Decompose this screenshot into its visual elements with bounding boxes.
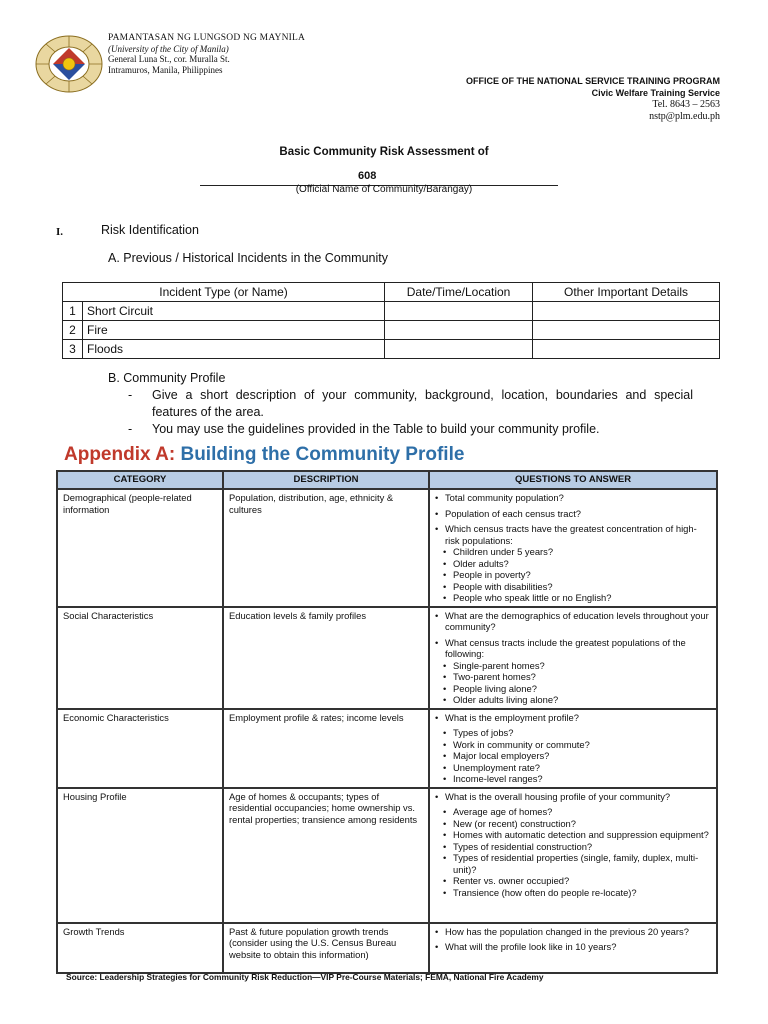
- community-name-value: 608: [358, 170, 377, 182]
- description-header: DESCRIPTION: [223, 471, 429, 489]
- incident-date-cell: [385, 302, 533, 321]
- incident-type-cell: Floods: [83, 340, 385, 359]
- sub-question-item: • Types of residential properties (single, family, duplex, multi-unit)?: [443, 852, 711, 875]
- sub-question-item: • Types of residential construction?: [443, 841, 711, 853]
- questions-cell: [429, 607, 717, 709]
- section-1-label: Risk Identification: [101, 223, 199, 237]
- appendix-prefix: Appendix A:: [64, 444, 176, 465]
- questions-cell: [429, 788, 717, 923]
- dash-bullet: -: [128, 388, 133, 402]
- sub-question-item: • Children under 5 years?: [443, 546, 711, 558]
- row-number: 3: [63, 340, 83, 359]
- address-line-2: Intramuros, Manila, Philippines: [108, 64, 223, 75]
- sub-question-item: • People in poverty?: [443, 569, 711, 581]
- question-item: • What is the overall housing profile of your community?: [435, 791, 711, 803]
- university-english-name: (University of the City of Manila): [108, 43, 229, 54]
- sub-question-item: • Older adults living alone?: [443, 694, 711, 706]
- sub-question-item: • Transience (how often do people re-locate)?: [443, 887, 711, 899]
- question-item: • What are the demographics of education levels throughout your community?: [435, 610, 711, 633]
- appendix-heading: [64, 444, 464, 466]
- university-seal-logo: [34, 34, 104, 94]
- incident-type-cell: Short Circuit: [83, 302, 385, 321]
- incident-date-cell: [385, 321, 533, 340]
- description-cell: Past & future population growth trends (consider using the U.S. Census Bureau website to obtain this information): [223, 923, 429, 973]
- profile-header-row: [57, 471, 717, 489]
- university-name: PAMANTASAN NG LUNGSOD NG MAYNILA: [108, 33, 306, 43]
- incident-type-header: Incident Type (or Name): [63, 283, 385, 302]
- office-subtitle: Civic Welfare Training Service: [591, 88, 720, 98]
- category-cell: Social Characteristics: [57, 607, 223, 709]
- section-a-label: A. Previous / Historical Incidents in the Community: [108, 251, 388, 265]
- category-cell: Economic Characteristics: [57, 709, 223, 788]
- row-number: 2: [63, 321, 83, 340]
- questions-cell: [429, 709, 717, 788]
- incident-type-cell: Fire: [83, 321, 385, 340]
- description-cell: Education levels & family profiles: [223, 607, 429, 709]
- sub-question-item: • Single-parent homes?: [443, 660, 711, 672]
- office-phone: Tel. 8643 – 2563: [652, 99, 720, 110]
- incidents-table: [62, 282, 720, 359]
- category-cell: Housing Profile: [57, 788, 223, 923]
- dash-bullet: -: [128, 422, 133, 436]
- university-header: [108, 33, 305, 75]
- sub-question-item: • Average age of homes?: [443, 806, 711, 818]
- incident-date-cell: [385, 340, 533, 359]
- row-number: 1: [63, 302, 83, 321]
- questions-header: QUESTIONS TO ANSWER: [429, 471, 717, 489]
- source-citation: Source: Leadership Strategies for Community Risk Reduction—VIP Pre-Course Materials; FEMA, National Fire Academy: [66, 972, 544, 982]
- sub-question-item: • Major local employers?: [443, 750, 711, 762]
- table-row: [57, 923, 717, 973]
- incident-details-cell: [533, 321, 720, 340]
- incident-details-cell: [533, 302, 720, 321]
- table-row: [57, 489, 717, 607]
- category-cell: Demographical (people-related information: [57, 489, 223, 607]
- question-item: • Population of each census tract?: [435, 508, 711, 520]
- sub-question-item: • People with disabilities?: [443, 581, 711, 593]
- question-item: • How has the population changed in the previous 20 years?: [435, 926, 711, 938]
- sub-question-item: • New (or recent) construction?: [443, 818, 711, 830]
- office-header: [466, 75, 720, 123]
- sub-question-item: • Unemployment rate?: [443, 762, 711, 774]
- incident-details-cell: [533, 340, 720, 359]
- table-row: [63, 321, 720, 340]
- community-name-caption: (Official Name of Community/Barangay): [295, 184, 473, 195]
- office-title: OFFICE OF THE NATIONAL SERVICE TRAINING PROGRAM: [465, 76, 720, 86]
- table-row: [57, 607, 717, 709]
- sub-question-item: • Types of jobs?: [443, 727, 711, 739]
- incidents-header-row: [63, 283, 720, 302]
- section-b-bullets: [128, 387, 693, 438]
- sub-question-item: • People living alone?: [443, 683, 711, 695]
- table-row: [63, 340, 720, 359]
- table-row: [57, 709, 717, 788]
- section-b-label: B. Community Profile: [108, 371, 226, 385]
- questions-cell: [429, 489, 717, 607]
- question-item: • Total community population?: [435, 492, 711, 504]
- appendix-title: Building the Community Profile: [180, 444, 465, 465]
- address-line-1: General Luna St., cor. Muralla St.: [108, 54, 230, 64]
- questions-cell: [429, 923, 717, 973]
- table-row: [57, 788, 717, 923]
- community-profile-table: [56, 470, 718, 974]
- section-1-number: I.: [56, 226, 64, 238]
- sub-question-item: • Income-level ranges?: [443, 773, 711, 785]
- sub-question-item: • Two-parent homes?: [443, 671, 711, 683]
- list-item: [128, 387, 693, 421]
- document-title: Basic Community Risk Assessment of: [279, 146, 489, 158]
- description-cell: Age of homes & occupants; types of residential occupancies; home ownership vs. rental properties; transience among residents: [223, 788, 429, 923]
- question-item: • Which census tracts have the greatest concentration of high-risk populations:: [435, 523, 711, 546]
- bullet-text: Give a short description of your community, background, location, boundaries and special features of the area.: [152, 388, 693, 419]
- question-item: • What will the profile look like in 10 years?: [435, 941, 711, 953]
- table-row: [63, 302, 720, 321]
- sub-question-item: • Homes with automatic detection and suppression equipment?: [443, 829, 711, 841]
- sub-question-item: • Work in community or commute?: [443, 739, 711, 751]
- sub-question-item: • Renter vs. owner occupied?: [443, 875, 711, 887]
- category-cell: Growth Trends: [57, 923, 223, 973]
- office-email: nstp@plm.edu.ph: [649, 111, 720, 122]
- question-item: • What census tracts include the greatest populations of the following:: [435, 637, 711, 660]
- question-item: • What is the employment profile?: [435, 712, 711, 724]
- sub-question-item: • Older adults?: [443, 558, 711, 570]
- incident-date-header: Date/Time/Location: [385, 283, 533, 302]
- list-item: [128, 421, 693, 438]
- description-cell: Employment profile & rates; income levels: [223, 709, 429, 788]
- incident-details-header: Other Important Details: [533, 283, 720, 302]
- category-header: CATEGORY: [57, 471, 223, 489]
- description-cell: Population, distribution, age, ethnicity & cultures: [223, 489, 429, 607]
- bullet-text: You may use the guidelines provided in the Table to build your community profile.: [152, 422, 600, 436]
- sub-question-item: • People who speak little or no English?: [443, 592, 711, 604]
